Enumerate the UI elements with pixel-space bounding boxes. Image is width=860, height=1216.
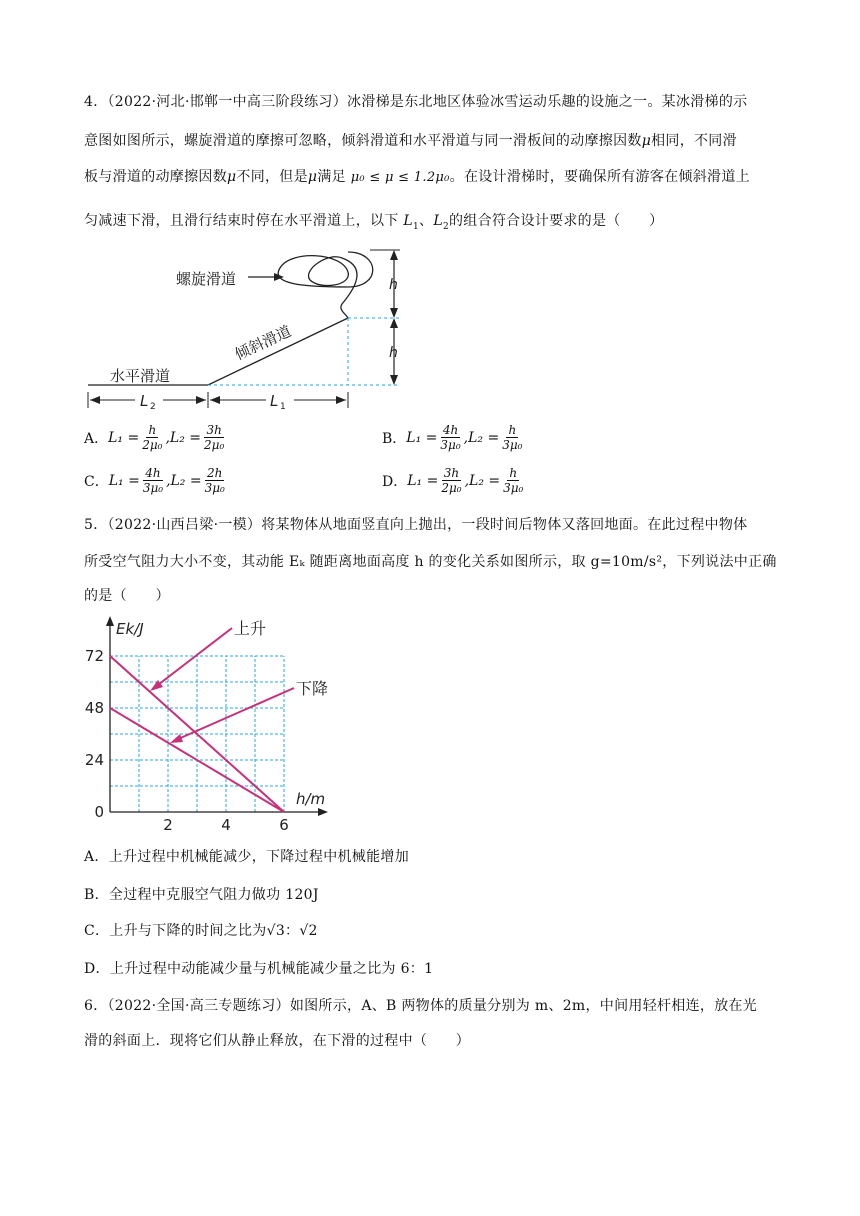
fraction [140,423,164,452]
L2-label: L [140,392,149,410]
y-tick-label: 0 [94,803,104,821]
q4-option-a [84,423,227,452]
option-letter: D． [382,473,408,490]
option-letter: B． [382,430,407,447]
numerator: 3h [443,466,460,480]
q4-line-3-part-c: 满足 [317,169,346,185]
mu-symbol: μ [641,133,652,149]
L1-label-sub: 1 [280,402,286,412]
fraction [501,466,525,495]
L1-eq: L₁ = [108,429,140,446]
y-tick-label: 24 [84,751,104,769]
option-letter: C． [84,473,109,490]
mu-symbol: μ [227,169,237,185]
chart-ticks [85,647,289,834]
numerator: 4h [442,423,459,437]
denominator: 2μ₀ [204,438,225,452]
q5-line-2: 所受空气阻力大小不变，其动能 Eₖ 随距离地面高度 h 的变化关系如图所示，取 g=10m/s²，下列说法中正确 [84,554,777,570]
L1-label: L [270,392,279,410]
q4-line-3-part-b: 不同，但是 [236,169,308,185]
q4-option-b [382,423,525,452]
fraction [141,466,165,495]
L2-symbol: L [433,213,443,229]
ice-slide-figure [80,242,420,412]
q4-line-2-part-a: 意图如图所示，螺旋滑道的摩擦可忽略，倾斜滑道和水平滑道与同一滑板间的动摩擦因数 [84,133,642,149]
q5-option-a: A．上升过程中机械能减少，下降过程中机械能增加 [84,849,410,865]
q4-option-c [84,466,228,495]
up-annotation-line [154,628,232,688]
up-annotation-label: 上升 [234,619,267,638]
denominator: 3μ₀ [440,438,461,452]
denominator: 3μ₀ [142,481,164,495]
numerator: h [509,466,518,480]
q6-line-2: 滑的斜面上．现将它们从静止释放，在下滑的过程中（ ） [84,1033,471,1049]
y-axis-arrow [106,616,114,626]
q4-line-3 [84,166,750,186]
down-annotation-label: 下降 [296,679,329,698]
y-tick-label: 72 [84,647,104,665]
h-bottom-label: h [389,345,398,361]
L2-label-sub: 2 [150,402,156,412]
q4-line-4-part-a: 匀减速下滑，且滑行结束时停在水平滑道上，以下 [84,213,399,229]
q4-line-4 [84,210,663,232]
q4-line-2 [84,130,737,150]
denominator: 2μ₀ [441,481,462,495]
q4-line-2-part-b: 相同，不同滑 [651,133,737,149]
L1-sub: 1 [412,221,420,232]
q4-option-d [382,466,526,495]
fraction [203,466,227,495]
q5-option-d: D．上升过程中动能减少量与机械能减少量之比为 6：1 [84,961,434,977]
x-tick-label: 2 [163,816,173,834]
q4-line-1: 4．（2022·河北·邯郸一中高三阶段练习）冰滑梯是东北地区体验冰雪运动乐趣的设施之一。某冰滑梯的示 [84,94,748,110]
incline-label: 倾斜滑道 [232,321,295,364]
L2-eq: ,L₂ = [464,472,501,489]
numerator: 4h [145,466,161,480]
mu-inequality: μ₀ ≤ μ ≤ 1.2μ₀ [350,170,450,185]
spiral-track [278,252,373,318]
h-top-label: h [389,277,398,293]
denominator: 3μ₀ [503,481,524,495]
numerator: h [148,423,157,437]
q5-option-c: C．上升与下降的时间之比为√3：√2 [84,923,318,939]
L2-sub: 2 [442,221,449,232]
L2-eq: ,L₂ = [463,429,500,446]
L2-eq: ,L₂ = [165,429,202,446]
down-annotation-line [176,688,294,740]
fraction [439,466,463,495]
q5-line-1: 5．（2022·山西吕梁·一模）将某物体从地面竖直向上抛出，一段时间后物体又落回地面。在此过程中物体 [84,517,748,533]
x-tick-label: 6 [279,816,289,834]
L1-symbol: L [403,213,413,229]
energy-height-chart [84,612,344,834]
mu-symbol: μ [307,169,318,185]
denominator: 3μ₀ [502,438,523,452]
numerator: 2h [207,466,223,480]
L1-eq: L₁ = [108,472,140,489]
down-annotation-arrowhead [170,734,183,743]
separator: 、 [419,213,434,229]
numerator: 3h [206,423,222,437]
q5-option-b: B．全过程中克服空气阻力做功 120J [84,887,319,903]
q4-line-4-part-b: 的组合符合设计要求的是（ ） [448,213,664,229]
L1-eq: L₁ = [406,429,438,446]
L2-eq: ,L₂ = [166,472,202,489]
denominator: 3μ₀ [204,481,225,495]
q4-line-3-part-a: 板与滑道的动摩擦因数 [84,169,227,185]
fraction [500,423,524,452]
numerator: h [508,423,517,437]
x-tick-label: 4 [221,816,231,834]
L1-eq: L₁ = [407,472,439,489]
y-tick-label: 48 [84,699,104,717]
fraction [438,423,462,452]
x-axis-arrow [318,808,328,816]
spiral-label: 螺旋滑道 [176,270,237,288]
x-axis-label: h/m [296,790,326,808]
y-axis-label: Ek/J [116,620,144,638]
fraction [202,423,226,452]
denominator: 2μ₀ [142,438,163,452]
q6-line-1: 6．（2022·全国·高三专题练习）如图所示，A、B 两物体的质量分别为 m、2m，中间用轻杆相连，放在光 [84,998,758,1014]
option-letter: A． [84,430,109,447]
q4-line-3-part-d: 。在设计滑梯时，要确保所有游客在倾斜滑道上 [449,169,750,185]
horizontal-label: 水平滑道 [110,367,171,385]
q5-line-3: 的是（ ） [84,588,170,604]
